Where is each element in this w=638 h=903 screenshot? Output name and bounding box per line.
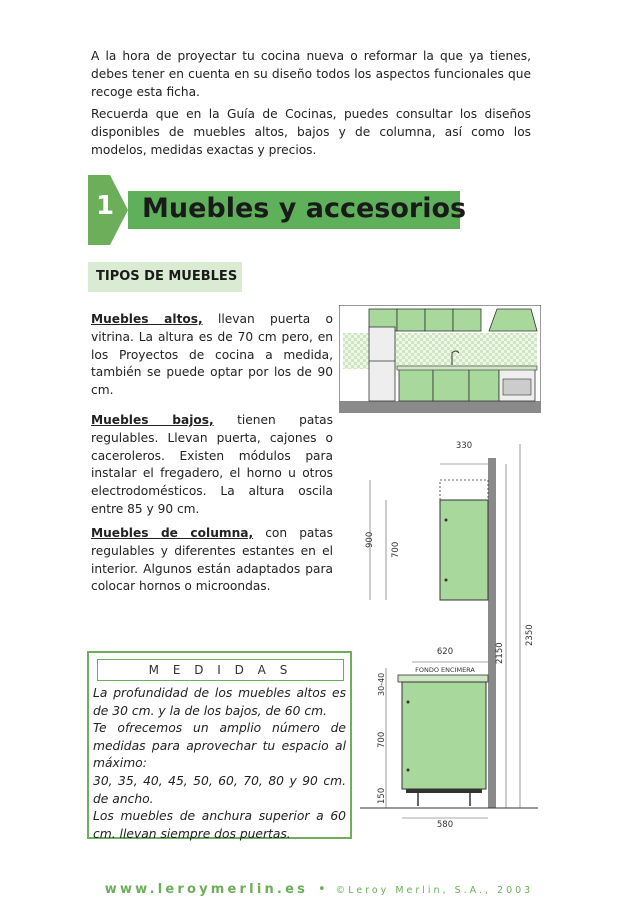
medidas-box [87,651,352,839]
dim-900: 900 [365,531,375,548]
footer-url[interactable]: www.leroymerlin.es [104,882,309,897]
medidas-line: Los muebles de anchura superior a 60 cm. llevan siempre dos puertas. [93,809,346,841]
muebles-altos-term: Muebles altos, [91,312,203,326]
footer-copyright: ©Leroy Merlin, S.A., 2003 [335,885,534,896]
medidas-line: La profundidad de los muebles altos es de 30 cm. y la de los bajos, de 60 cm. [93,686,346,718]
medidas-text [93,685,346,843]
intro-paragraph-2: Recuerda que en la Guía de Cocinas, puedes consultar los diseños disponibles de muebles altos, bajos y de columna, así como los modelos, medidas exactas y precios. [91,107,531,157]
fondo-encimera-label: FONDO ENCIMERA [415,666,475,674]
medidas-line: Te ofrecemos un amplio número de medidas para aprovechar tu espacio al máximo: [93,721,346,771]
muebles-bajos-term: Muebles bajos, [91,413,214,427]
muebles-columna-paragraph [91,525,333,596]
footer [0,878,638,897]
dim-330: 330 [455,441,473,451]
intro-paragraph-1: A la hora de proyectar tu cocina nueva o reformar la que ya tienes, debes tener en cuenta en su diseño todos los aspectos funcionales que recoge esta ficha. [91,49,531,99]
kitchen-illustration [339,305,541,413]
section-number: 1 [96,191,115,221]
footer-separator: • [318,882,326,897]
muebles-bajos-text: tienen patas regulables. Llevan puerta, cajones o caceroleros. Existen módulos para instalar el fregadero, el horno u otros electrodomésticos. La altura oscila entre 85 y 90 cm. [91,413,333,516]
tipos-heading: TIPOS DE MUEBLES [88,262,242,292]
dim-30-40: 30-40 [377,672,386,696]
dim-580: 580 [436,820,454,830]
section-title: Muebles y accesorios [142,193,467,224]
section-title-bar [128,191,467,229]
muebles-bajos-paragraph [91,412,333,519]
muebles-columna-term: Muebles de columna, [91,526,254,540]
dim-2150: 2150 [495,642,505,664]
muebles-altos-text: llevan puerta o vitrina. La altura es de 70 cm pero, en los Proyectos de cocina a medida, también se puede optar por los de 90 cm. [91,312,333,398]
muebles-columna-text: con patas regulables y diferentes estantes en el interior. Algunos están adaptados para colocar hornos o microondas. [91,526,333,594]
dim-620: 620 [436,647,454,657]
dim-2350: 2350 [525,624,535,646]
dim-700-upper: 700 [391,541,401,558]
cabinet-dimensions-diagram [360,440,538,830]
medidas-heading: M E D I D A S [97,659,344,681]
section-header [88,175,467,245]
medidas-line: 30, 35, 40, 45, 50, 60, 70, 80 y 90 cm. de ancho. [93,773,346,806]
dim-150: 150 [377,787,387,804]
dim-700-lower: 700 [377,731,387,748]
muebles-altos-paragraph [91,311,333,400]
